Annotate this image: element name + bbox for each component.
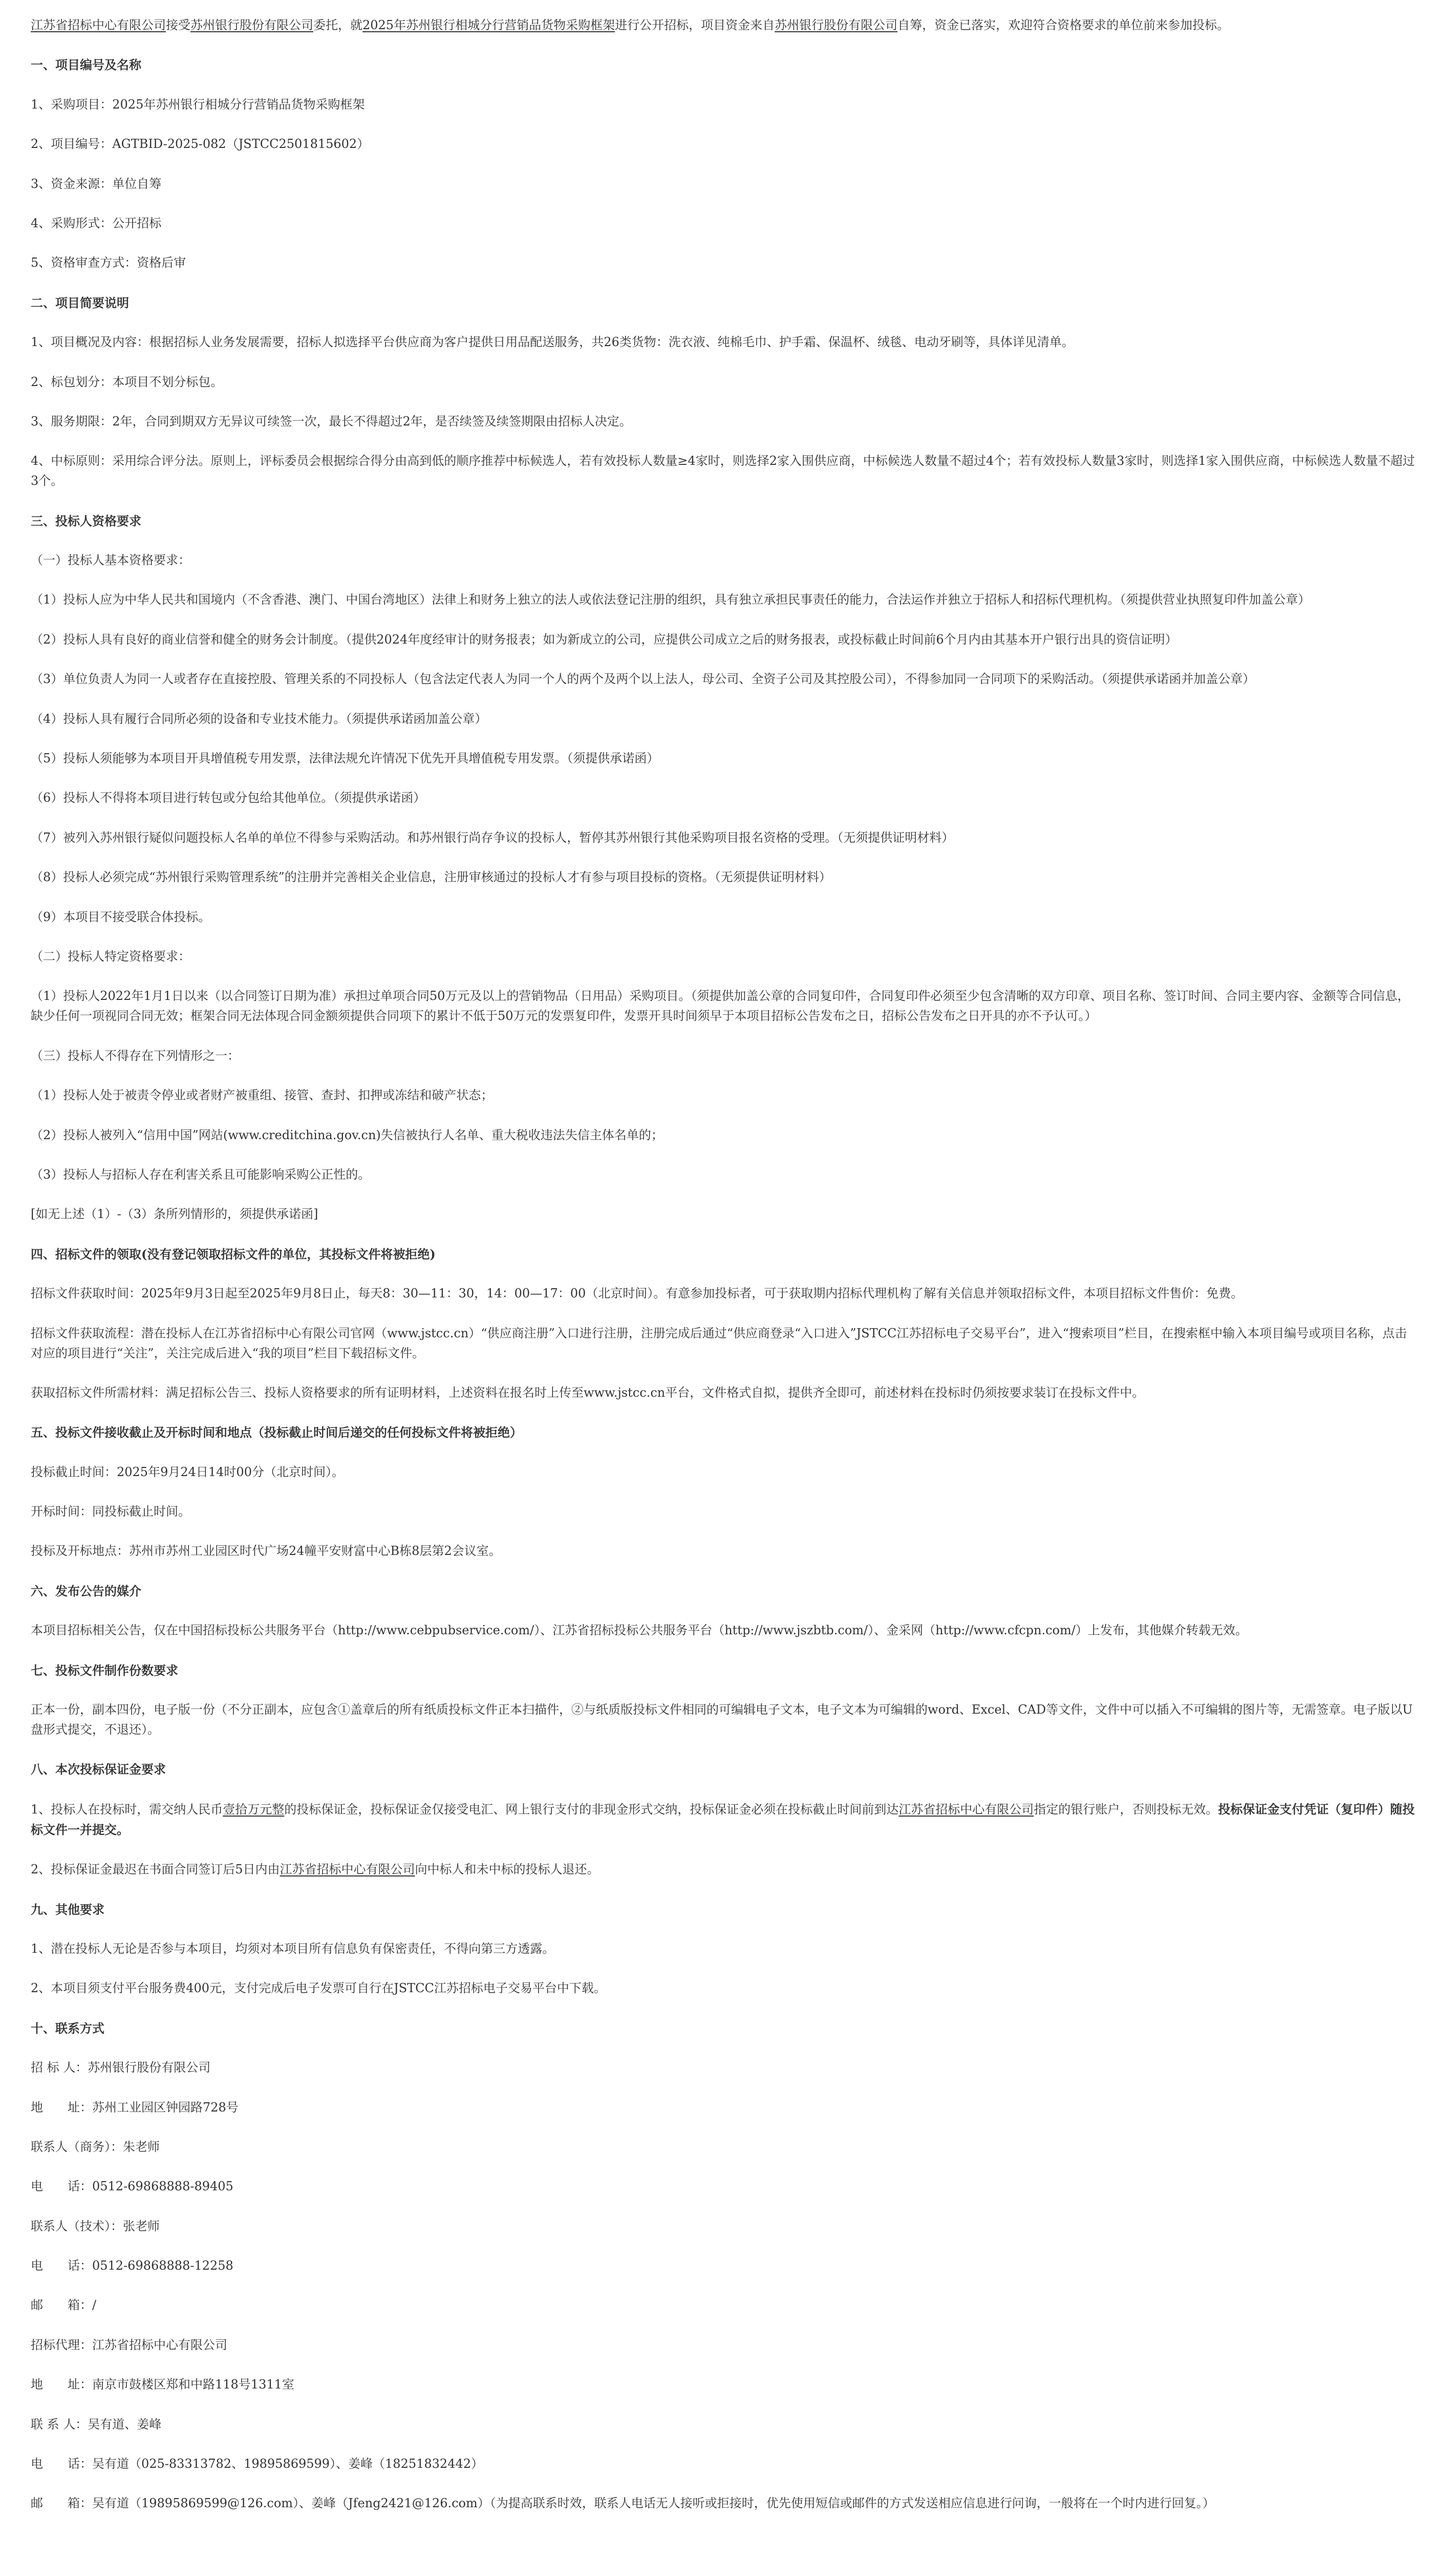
paragraph [31,828,1419,848]
section-heading [31,1422,1419,1442]
paragraph-text: 1、项目概况及内容：根据招标人业务发展需要，招标人拟选择平台供应商为客户提供日用品配送服务，共26类货物：洗衣液、纯棉毛巾、护手霜、保温杯、绒毯、电动牙刷等，具体详见清单。 [31,335,1074,350]
paragraph [31,867,1419,887]
paragraph-text: （一）投标人基本资格要求： [31,553,190,568]
paragraph [31,2177,1419,2196]
section-heading [31,293,1419,313]
paragraph [31,2415,1419,2435]
paragraph [31,134,1419,154]
paragraph-text: 自筹，资金已落实，欢迎符合资格要求的单位前来参加投标。 [897,18,1230,32]
paragraph-text: 正本一份，副本四份，电子版一份（不分正副本，应包含①盖章后的所有纸质投标文件正本扫描件，②与纸质版投标文件相同的可编辑电子文本，电子文本为可编辑的word、Excel、CAD等文件，文件中可以插入不可编辑的图片等，无需签章。电子版以U盘形式提交，不退还）。 [31,1702,1413,1737]
section-heading [31,511,1419,531]
paragraph-text: 进行公开招标，项目资金来自 [615,18,775,32]
paragraph-text: 联 系 人：吴有道、姜峰 [31,2417,162,2431]
paragraph-text: （8）投标人必须完成“苏州银行采购管理系统”的注册并完善相关企业信息，注册审核通过的投标人才有参与项目投标的资格。（无须提供证明材料） [31,870,831,885]
underlined-text: 苏州银行股份有限公司 [190,18,313,32]
paragraph-text: （9）本项目不接受联合体投标。 [31,909,211,924]
underlined-text: 苏州银行股份有限公司 [775,18,898,32]
paragraph-text: 1、采购项目：2025年苏州银行相城分行营销品货物采购框架 [31,97,365,112]
paragraph-text: 一、项目编号及名称 [31,57,141,73]
paragraph [31,174,1419,194]
paragraph-text: 4、中标原则：采用综合评分法。原则上，评标委员会根据综合得分由高到低的顺序推荐中标候选人，若有效投标人数量≥4家时，则选择2家入围供应商，中标候选人数量不超过4个；若有效投标人数量3家时，则选择1家入围供应商，中标候选人数量不超过3个。 [31,454,1415,488]
paragraph [31,2256,1419,2276]
paragraph-text: （6）投标人不得将本项目进行转包或分包给其他单位。（须提供承诺函） [31,791,426,805]
paragraph-text: 邮 箱：/ [31,2298,97,2313]
paragraph-text: 七、投标文件制作份数要求 [31,1662,178,1678]
paragraph [31,2137,1419,2157]
paragraph [31,412,1419,432]
paragraph-text: 招标代理：江苏省招标中心有限公司 [31,2337,227,2352]
paragraph-text: （2）投标人具有良好的商业信誉和健全的财务会计制度。（提供2024年度经审计的财务报表；如为新成立的公司，应提供公司成立之后的财务报表，或投标截止时间前6个月内由其基本开户银行出具的资信证明） [31,632,1177,647]
paragraph [31,1125,1419,1145]
paragraph [31,1939,1419,1959]
paragraph [31,2454,1419,2474]
paragraph [31,669,1419,689]
paragraph [31,332,1419,352]
paragraph-text: 本项目招标相关公告，仅在中国招标投标公共服务平台（http://www.cebpubservice.com/）、江苏省招标投标公共服务平台（http://www.jszbtb.com/）、金采网（http://www.cfcpn.com/）上发布，其他媒介转载无效。 [31,1623,1248,1638]
paragraph-text: 投标截止时间：2025年9月24日14时00分（北京时间）。 [31,1464,344,1479]
paragraph [31,253,1419,273]
paragraph-text: 5、资格审查方式：资格后审 [31,255,186,270]
paragraph [31,1799,1419,1840]
paragraph [31,1383,1419,1403]
paragraph-text: （1）投标人2022年1月1日以来（以合同签订日期为准）承担过单项合同50万元及以上的营销物品（日用品）采购项目。（须提供加盖公章的合同复印件，合同复印件必须至少包含清晰的双方印章、项目名称、签订时间、合同主要内容、金额等合同信息，缺少任何一项视同合同无效；框架合同无法体现合同金额须提供合同项下的累计不低于50万元的发票复印件，发票开具时间须早于本项目招标公告发布之日，招标公告发布之日开具的亦不予认可。） [31,989,1410,1023]
paragraph-text: [如无上述（1）-（3）条所列情形的，须提供承诺函] [31,1207,318,1222]
paragraph-text: 3、服务期限：2年，合同到期双方无异议可续签一次，最长不得超过2年，是否续签及续签期限由招标人决定。 [31,414,632,429]
paragraph-text: 邮 箱：吴有道（19895869599@126.com）、姜峰（Jfeng2421@126.com）（为提高联系时效，联系人电话无人接听或拒接时，优先使用短信或邮件的方式发送相应信息进行问询，一般将在一个时内进行回复。） [31,2496,1215,2511]
paragraph-text: 2、本项目须支付平台服务费400元，支付完成后电子发票可自行在JSTCC江苏招标电子交易平台中下载。 [31,1981,606,1996]
paragraph-text: 十、联系方式 [31,2020,104,2036]
paragraph-text: （1）投标人应为中华人民共和国境内（不含香港、澳门、中国台湾地区）法律上和财务上独立的法人或依法登记注册的组织，具有独立承担民事责任的能力，合法运作并独立于招标人和招标代理机构。（须提供营业执照复印件加盖公章） [31,592,1311,607]
paragraph [31,95,1419,115]
paragraph-text: （4）投标人具有履行合同所必须的设备和专业技术能力。（须提供承诺函加盖公章） [31,711,487,726]
paragraph [31,630,1419,650]
paragraph [31,709,1419,729]
paragraph [31,1620,1419,1640]
paragraph-text: 八、本次投标保证金要求 [31,1762,166,1777]
paragraph [31,550,1419,570]
paragraph-text: 地 址：苏州工业园区钟园路728号 [31,2100,239,2115]
paragraph [31,1700,1419,1740]
paragraph [31,214,1419,233]
paragraph [31,788,1419,808]
paragraph-text: 2、项目编号：AGTBID-2025-082（JSTCC2501815602） [31,137,370,152]
section-heading [31,1581,1419,1601]
paragraph [31,15,1419,35]
section-heading [31,1244,1419,1264]
paragraph-text: 委托，就 [313,18,362,32]
paragraph-text: （5）投标人须能够为本项目开具增值税专用发票，法律法规允许情况下优先开具增值税专用发票。（须提供承诺函） [31,751,659,766]
paragraph [31,1502,1419,1522]
paragraph [31,1541,1419,1561]
paragraph-text: 接受 [166,18,190,32]
paragraph-text: 向中标人和未中标的投标人退还。 [415,1862,599,1877]
paragraph-text: （7）被列入苏州银行疑似问题投标人名单的单位不得参与采购活动。和苏州银行尚存争议的投标人，暂停其苏州银行其他采购项目报名资格的受理。（无须提供证明材料） [31,830,954,845]
announcement-body [31,15,1419,2513]
paragraph-text: 获取招标文件所需材料：满足招标公告三、投标人资格要求的所有证明材料，上述资料在报名时上传至www.jstcc.cn平台，文件格式自拟，提供齐全即可，前述材料在投标时仍须按要求装订在投标文件中。 [31,1385,1145,1400]
paragraph-text: 四、招标文件的领取(没有登记领取招标文件的单位，其投标文件将被拒绝) [31,1246,436,1262]
underlined-text: 江苏省招标中心有限公司 [280,1862,415,1877]
paragraph-text: （2）投标人被列入“信用中国”网站(www.creditchina.gov.cn)失信被执行人名单、重大税收违法失信主体名单的； [31,1127,663,1142]
paragraph [31,947,1419,967]
paragraph-text: 电 话：吴有道（025-83313782、19895869599）、姜峰（18251832442） [31,2457,484,2471]
underlined-text: 壹拾万元整 [223,1802,285,1817]
paragraph [31,1978,1419,1998]
underlined-text: 江苏省招标中心有限公司 [31,18,166,32]
paragraph-text: 开标时间：同投标截止时间。 [31,1504,190,1519]
section-heading [31,1759,1419,1779]
paragraph [31,590,1419,610]
paragraph-text: 电 话：0512-69868888-89405 [31,2179,233,2194]
paragraph-text: （1）投标人处于被责令停业或者财产被重组、接管、查封、扣押或冻结和破产状态； [31,1088,494,1103]
bold-text: 投标保证金支付凭证（复印件）随投标文件一并提交。 [31,1801,1415,1837]
paragraph [31,1284,1419,1304]
paragraph [31,372,1419,392]
paragraph-text: 的投标保证金，投标保证金仅接受电汇、网上银行支付的非现金形式交纳，投标保证金必须在投标截止时间前到达 [284,1802,899,1817]
paragraph [31,986,1419,1026]
paragraph-text: 指定的银行账户，否则投标无效。 [1034,1802,1218,1817]
paragraph-text: （三）投标人不得存在下列情形之一： [31,1048,240,1063]
paragraph-text: 联系人（技术）：张老师 [31,2218,160,2233]
paragraph [31,1165,1419,1185]
paragraph-text: 3、资金来源：单位自筹 [31,176,162,191]
paragraph [31,1324,1419,1363]
paragraph-text: 五、投标文件接收截止及开标时间和地点（投标截止时间后递交的任何投标文件将被拒绝） [31,1425,522,1440]
paragraph-text: 六、发布公告的媒介 [31,1583,141,1598]
paragraph [31,2216,1419,2236]
paragraph-text: 电 话：0512-69868888-12258 [31,2258,233,2273]
underlined-text: 江苏省招标中心有限公司 [898,1802,1034,1817]
paragraph-text: 地 址：南京市鼓楼区郑和中路118号1311室 [31,2377,294,2392]
paragraph [31,2335,1419,2355]
paragraph-text: 1、潜在投标人无论是否参与本项目，均须对本项目所有信息负有保密责任，不得向第三方透露。 [31,1941,555,1956]
paragraph-text: 4、采购形式：公开招标 [31,216,162,230]
paragraph [31,2058,1419,2078]
paragraph-text: 二、项目简要说明 [31,295,129,310]
section-heading [31,2018,1419,2038]
underlined-text: 2025年苏州银行相城分行营销品货物采购框架 [362,18,615,32]
paragraph-text: 投标及开标地点：苏州市苏州工业园区时代广场24幢平安财富中心B栋8层第2会议室。 [31,1544,501,1559]
section-heading [31,1660,1419,1680]
paragraph [31,451,1419,491]
paragraph [31,2098,1419,2118]
paragraph [31,2493,1419,2513]
section-heading [31,1900,1419,1919]
paragraph [31,1046,1419,1066]
paragraph-text: （3）投标人与招标人存在利害关系且可能影响采购公正性的。 [31,1167,371,1182]
paragraph-text: （3）单位负责人为同一人或者存在直接控股、管理关系的不同投标人（包含法定代表人为同一个人的两个及两个以上法人，母公司、全资子公司及其控股公司），不得参加同一合同项下的采购活动。（须提供承诺函并加盖公章） [31,672,1255,687]
paragraph [31,1204,1419,1224]
paragraph-text: （二）投标人特定资格要求： [31,949,190,964]
paragraph-text: 招 标 人：苏州银行股份有限公司 [31,2060,211,2075]
paragraph [31,1462,1419,1482]
paragraph [31,1085,1419,1105]
paragraph [31,1860,1419,1880]
paragraph [31,2295,1419,2315]
paragraph [31,2375,1419,2395]
paragraph-text: 三、投标人资格要求 [31,513,141,528]
paragraph-text: 1、投标人在投标时，需交纳人民币 [31,1802,223,1817]
paragraph-text: 2、投标保证金最迟在书面合同签订后5日内由 [31,1862,280,1877]
paragraph-text: 九、其他要求 [31,1902,104,1917]
paragraph [31,749,1419,769]
paragraph-text: 招标文件获取流程：潜在投标人在江苏省招标中心有限公司官网（www.jstcc.cn）“供应商注册”入口进行注册，注册完成后通过“供应商登录“入口进入”JSTCC江苏招标电子交易平台”，进入“搜索项目”栏目，在搜索框中输入本项目编号或项目名称，点击对应的项目进行“关注”，关注完成后进入“我的项目”栏目下载招标文件。 [31,1326,1407,1360]
paragraph-text: 招标文件获取时间：2025年9月3日起至2025年9月8日止，每天8：30—11：30，14：00—17：00（北京时间）。有意参加投标者，可于获取期内招标代理机构了解有关信息并领取招标文件，本项目招标文件售价：免费。 [31,1286,1244,1301]
paragraph [31,907,1419,927]
paragraph-text: 联系人（商务）：朱老师 [31,2139,160,2154]
section-heading [31,55,1419,75]
paragraph-text: 2、标包划分：本项目不划分标包。 [31,374,223,389]
